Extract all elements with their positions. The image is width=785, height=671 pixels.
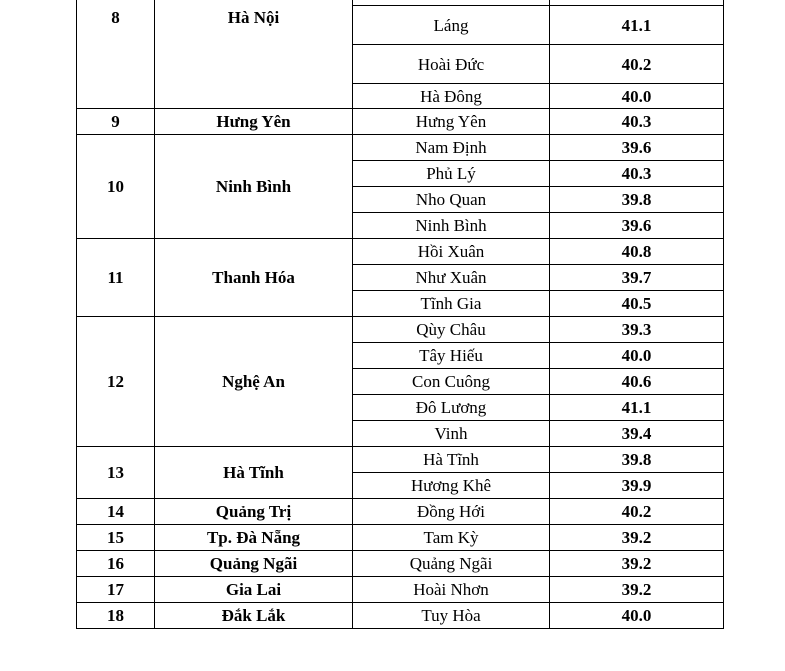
table-row [77,551,724,577]
temperature-value: 39.6 [550,213,724,239]
temperature-value: 39.7 [550,265,724,291]
temperature-table-body [77,0,724,629]
station-name: Tuy Hòa [353,603,550,629]
temperature-value: 39.2 [550,525,724,551]
table-row [77,447,724,473]
province-name: Hà Nội [155,0,353,109]
temperature-value: 39.8 [550,187,724,213]
row-index: 8 [77,0,155,109]
table-row [77,317,724,343]
station-name: Hoài Đức [353,45,550,84]
temperature-value: 39.6 [550,135,724,161]
station-name: Con Cuông [353,369,550,395]
temperature-value: 40.8 [550,239,724,265]
station-name: Hưng Yên [353,109,550,135]
table-row [77,135,724,161]
station-name: Láng [353,6,550,45]
station-name: Vinh [353,421,550,447]
station-name: Hương Khê [353,473,550,499]
row-index: 12 [77,317,155,447]
temperature-value: 40.6 [550,369,724,395]
row-index: 18 [77,603,155,629]
row-index: 14 [77,499,155,525]
temperature-value: 39.2 [550,577,724,603]
province-name: Đắk Lắk [155,603,353,629]
province-name: Hà Tĩnh [155,447,353,499]
temperature-value: 39.8 [550,447,724,473]
temperature-value: 40.5 [550,291,724,317]
station-name: Như Xuân [353,265,550,291]
station-name: Tĩnh Gia [353,291,550,317]
table-row [77,525,724,551]
row-index: 17 [77,577,155,603]
station-name: Hồi Xuân [353,239,550,265]
station-name: Nam Định [353,135,550,161]
station-name: Đồng Hới [353,499,550,525]
temperature-value: 41.1 [550,6,724,45]
station-name: Ninh Bình [353,213,550,239]
temperature-value: 40.0 [550,603,724,629]
row-index: 16 [77,551,155,577]
station-name: Tây Hiếu [353,343,550,369]
province-name: Hưng Yên [155,109,353,135]
station-name: Hoài Nhơn [353,577,550,603]
station-name: Qùy Châu [353,317,550,343]
row-index: 9 [77,109,155,135]
temperature-value: 40.3 [550,109,724,135]
table-row [77,109,724,135]
row-index: 11 [77,239,155,317]
temperature-value: 39.2 [550,551,724,577]
station-name: Phủ Lý [353,161,550,187]
province-name: Nghệ An [155,317,353,447]
province-name: Tp. Đà Nẵng [155,525,353,551]
temperature-value: 40.2 [550,499,724,525]
table-row [77,239,724,265]
province-name: Ninh Bình [155,135,353,239]
temperature-value: 41.1 [550,395,724,421]
station-name: Nho Quan [353,187,550,213]
row-index: 10 [77,135,155,239]
temperature-value: 40.3 [550,161,724,187]
station-name: Tam Kỳ [353,525,550,551]
table-row [77,499,724,525]
temperature-value: 40.2 [550,45,724,84]
station-name: Hà Đông [353,84,550,109]
row-index: 15 [77,525,155,551]
temperature-value: 39.3 [550,317,724,343]
province-name: Quảng Trị [155,499,353,525]
temperature-value: 39.9 [550,473,724,499]
temperature-value: 40.0 [550,84,724,109]
table-row [77,603,724,629]
temperature-value: 39.4 [550,421,724,447]
table-row [77,577,724,603]
station-name: Đô Lương [353,395,550,421]
row-index: 13 [77,447,155,499]
temperature-value: 40.0 [550,343,724,369]
station-name: Hà Tĩnh [353,447,550,473]
temperature-table [76,0,724,629]
station-name: Quảng Ngãi [353,551,550,577]
province-name: Quảng Ngãi [155,551,353,577]
province-name: Gia Lai [155,577,353,603]
province-name: Thanh Hóa [155,239,353,317]
